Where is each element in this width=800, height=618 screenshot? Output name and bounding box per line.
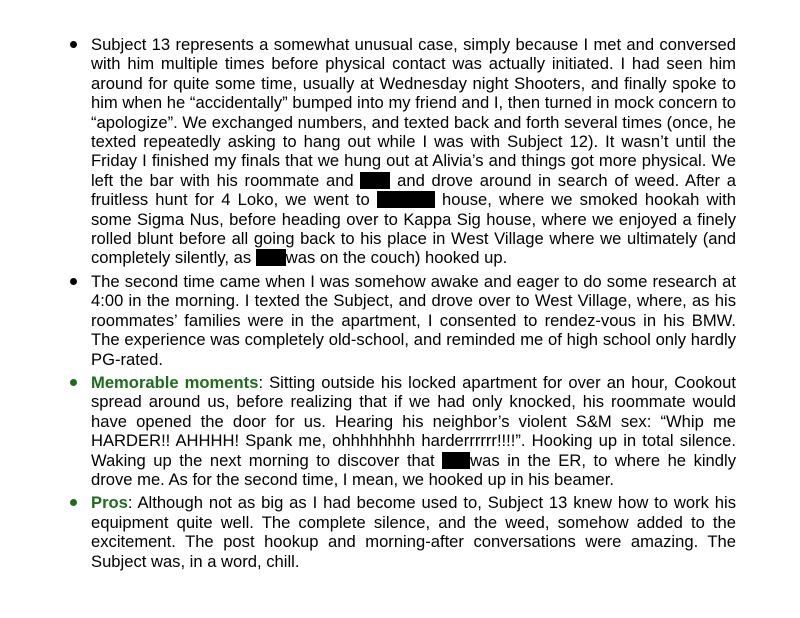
- bullet-item-subject-13: [0, 35, 800, 268]
- redaction-box: [256, 249, 286, 266]
- bullet-dot-icon: [70, 41, 77, 48]
- text-segment: house, where we smoked hookah with some Sigma Nus, before heading over to Kappa Sig house, where we enjoyed a finely rolled blunt before all going back to his place in West Village where we ultimately (and completely silently, as: [91, 190, 736, 268]
- bullet-item-pros: [0, 493, 800, 571]
- bullet-item-memorable-moments: [0, 373, 800, 489]
- redaction-box: [377, 191, 435, 208]
- bullet-item-second-time: [0, 272, 800, 369]
- text-segment: was on the couch) hooked up.: [285, 248, 508, 268]
- text-segment: and drove around in search of weed. After a fruitless hunt for 4 Loko, we went to: [91, 170, 736, 210]
- paragraph-second-time: The second time came when I was somehow awake and eager to do some research at 4:00 in the morning. I texted the Subject, and drove over to West Village, where, as his roommates’ families were in the apartment, I consented to rendez-vous in his BMW. The experience was completely old-school, and reminded me of high school only hardly PG-rated.: [91, 271, 736, 369]
- text-segment: Subject 13 represents a somewhat unusual case, simply because I met and conversed with him multiple times before physical contact was actually initiated. I had seen him around for quite some time, usually at Wednesday night Shooters, and finally spoke to him when he “accidentally” bumped into my friend and I, then turned in mock concern to “apologize”. We exchanged numbers, and texted back and forth several times (once, he texted repeatedly asking to hang out while I was with Subject 12). It wasn’t until the Friday I finished my finals that we hung out at Alivia’s and things got more physical. We left the bar with his roommate and: [91, 35, 736, 190]
- paragraph-pros: [91, 493, 736, 571]
- section-heading-memorable-moments: Memorable moments: [91, 372, 259, 392]
- bullet-dot-icon: [70, 499, 77, 506]
- paragraph-subject-13: [91, 35, 736, 268]
- bullet-list: [0, 35, 800, 575]
- redaction-box: [442, 452, 470, 469]
- section-heading-pros: Pros: [91, 493, 128, 513]
- text-segment: : Although not as big as I had become used to, Subject 13 knew how to work his equipment quite well. The complete silence, and the weed, somehow added to the excitement. The post hookup and morning-after conversations were amazing. The Subject was, in a word, chill.: [91, 493, 736, 571]
- text-segment: was in the ER, to where he kindly drove me. As for the second time, I mean, we hooked up in his beamer.: [91, 450, 737, 489]
- redaction-box: [360, 172, 390, 189]
- bullet-dot-icon: [70, 379, 77, 386]
- text-segment: : Sitting outside his locked apartment for over an hour, Cookout spread around us, before realizing that if we had only knocked, his roommate would have opened the door for us. Hearing his neighbor’s violent S&M sex: “Whip me HARDER!! AHHHH! Spank me, ohhhhhhhh harderrrrrr!!!!”. Hooking up in total silence. Waking up the next morning to discover that: [91, 372, 736, 470]
- bullet-dot-icon: [70, 278, 77, 285]
- paragraph-memorable-moments: [91, 373, 736, 489]
